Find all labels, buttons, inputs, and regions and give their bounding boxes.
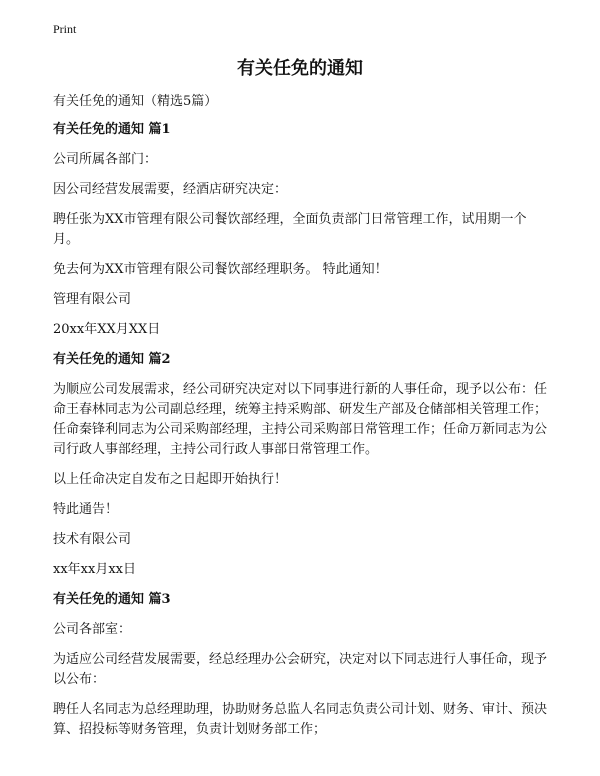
document-subtitle: 有关任免的通知（精选5篇） [53,94,218,109]
section-heading: 有关任免的通知 篇2 [53,352,171,367]
paragraph: 为适应公司经营发展需要，经总经理办公会研究，决定对以下同志进行人事任命，现予以公布： [53,652,548,687]
section-heading: 有关任免的通知 篇3 [53,592,171,607]
paragraph: xx年xx月xx日 [53,562,136,577]
document-title: 有关任免的通知 [237,58,363,79]
document-body [53,92,548,750]
paragraph: 公司所属各部门： [53,152,158,167]
paragraph: 免去何为XX市管理有限公司餐饮部经理职务。 特此通知！ [53,262,388,277]
paragraph: 聘任张为XX市管理有限公司餐饮部经理，全面负责部门日常管理工作，试用期一个月。 [53,212,527,247]
paragraph: 以上任命决定自发布之日起即开始执行！ [53,472,288,487]
paragraph: 20xx年XX月XX日 [53,322,161,337]
section-heading: 有关任免的通知 篇1 [53,122,171,137]
paragraph: 特此通告！ [53,502,119,517]
paragraph: 技术有限公司 [53,532,132,547]
paragraph: 公司各部室： [53,622,132,637]
print-link[interactable]: Print [53,22,77,36]
paragraph: 聘任人名同志为总经理助理，协助财务总监人名同志负责公司计划、财务、审计、预决算、招投标等财务管理，负责计划财务部工作； [53,702,548,737]
paragraph: 为顺应公司发展需求，经公司研究决定对以下同事进行新的人事任命，现予以公布：任命王春林同志为公司副总经理，统筹主持采购部、研发生产部及仓储部相关管理工作；任命秦锋利同志为公司采购部经理，主持公司采购部日常管理工作；任命万新同志为公司行政人事部经理，主持公司行政人事部日常管理工作。 [53,382,548,457]
paragraph: 管理有限公司 [53,292,132,307]
paragraph: 因公司经营发展需要，经酒店研究决定： [53,182,288,197]
